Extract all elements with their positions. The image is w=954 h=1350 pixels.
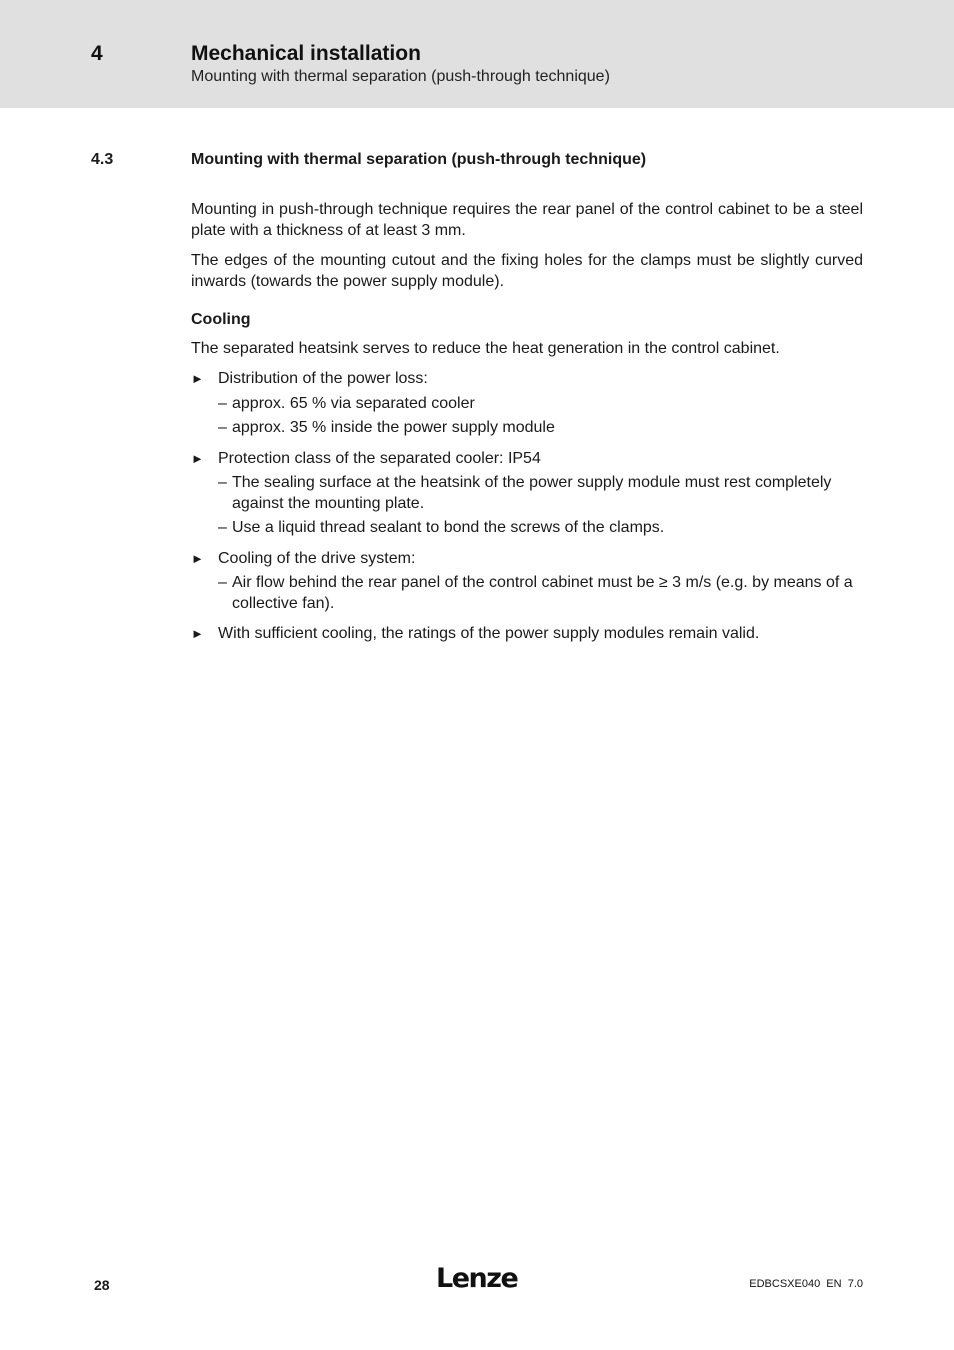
sub-item-text: Air flow behind the rear panel of the control cabinet must be ≥ 3 m/s (e.g. by means of a collective fan). [232,574,853,612]
dash-icon: – [218,394,227,412]
arrow-bullet-icon: ► [191,626,204,641]
sublist-protection-class [218,473,863,539]
section-number: 4.3 [91,151,114,168]
arrow-bullet-icon: ► [191,450,204,466]
bullet-power-loss [191,369,863,390]
chapter-header-band [0,0,954,108]
dash-icon: – [218,519,227,536]
sub-item [218,418,863,439]
sub-item-text: Use a liquid thread sealant to bond the screws of the clamps. [232,519,665,536]
dash-icon: – [218,474,227,491]
chapter-title: Mechanical installation [191,42,421,65]
sub-item [218,473,863,514]
cooling-heading: Cooling [191,311,251,328]
bullet-text: Protection class of the separated cooler: IP54 [218,449,541,467]
chapter-subtitle: Mounting with thermal separation (push-through technique) [191,68,610,85]
sub-item [218,518,863,539]
bullet-protection-class [191,449,863,470]
bullet-ratings-valid [191,624,863,645]
paragraph-steel-plate: Mounting in push-through technique requires the rear panel of the control cabinet to be a steel plate with a thickness of at least 3 mm. [191,201,863,239]
cooling-intro: The separated heatsink serves to reduce the heat generation in the control cabinet. [191,339,780,357]
bullet-text: Cooling of the drive system: [218,549,416,567]
dash-icon: – [218,419,227,436]
sublist-drive-cooling [218,573,863,614]
bullet-drive-cooling [191,549,863,570]
sub-item-text: approx. 35 % inside the power supply module [232,419,555,436]
sub-item [218,394,863,415]
lenze-logo: Lenze [436,1263,518,1294]
document-id: EDBCSXE040 EN 7.0 [749,1278,863,1290]
chapter-number: 4 [91,42,103,65]
page-number: 28 [94,1277,110,1293]
section-title: Mounting with thermal separation (push-through technique) [191,151,647,168]
sub-item [218,573,863,614]
sub-item-text: approx. 65 % via separated cooler [232,394,475,412]
sub-item-text: The sealing surface at the heatsink of the power supply module must rest completely against the mounting plate. [232,474,832,512]
arrow-bullet-icon: ► [191,550,204,566]
bullet-text: Distribution of the power loss: [218,370,428,387]
sublist-power-loss [218,394,863,439]
paragraph-cutout-edges: The edges of the mounting cutout and the fixing holes for the clamps must be slightly curved inwards (towards the power supply module). [191,252,863,290]
dash-icon: – [218,574,227,591]
arrow-bullet-icon: ► [191,371,204,386]
bullet-text: With sufficient cooling, the ratings of the power supply modules remain valid. [218,625,760,642]
body-content [191,200,863,649]
